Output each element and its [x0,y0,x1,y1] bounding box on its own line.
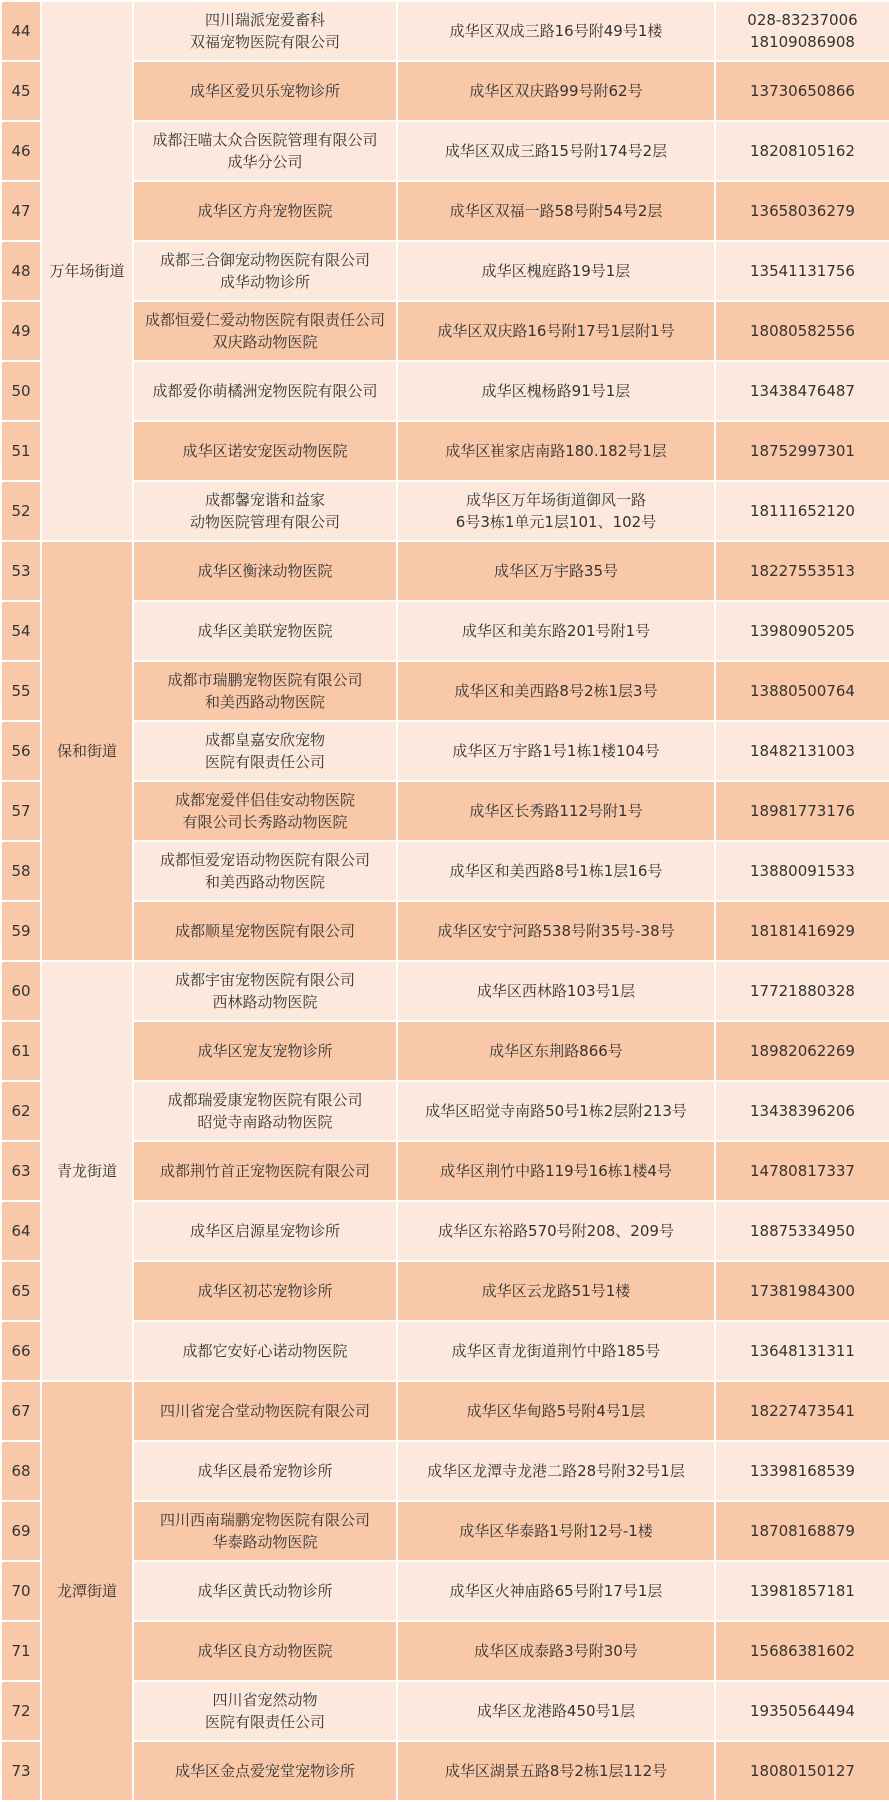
table-row [1,1621,889,1681]
clinic-phone [715,721,889,781]
clinic-name-line: 成华区初芯宠物诊所 [197,1282,333,1300]
row-number: 66 [1,1321,41,1381]
clinic-address-line: 成华区成泰路3号附30号 [474,1642,638,1660]
clinic-phone-line: 15686381602 [750,1642,855,1660]
clinic-address [397,61,715,121]
table-row [1,1681,889,1741]
clinic-address-line: 成华区万宇路35号 [493,562,619,580]
clinic-address-line: 成华区双庆路99号附62号 [469,82,643,100]
table-row [1,541,889,601]
clinic-name-line: 四川省宠然动物 [212,1691,318,1709]
clinic-phone [715,541,889,601]
clinic-name [133,1381,397,1441]
clinic-phone [715,781,889,841]
clinic-address [397,1561,715,1621]
row-number: 71 [1,1621,41,1681]
row-number: 51 [1,421,41,481]
clinic-address-line: 成华区荆竹中路119号16栋1楼4号 [440,1162,672,1180]
clinic-address-line: 成华区万年场街道御风一路 [465,491,646,509]
clinic-address [397,181,715,241]
clinic-phone [715,1,889,61]
clinic-phone [715,181,889,241]
table-row [1,1261,889,1321]
clinic-name [133,1681,397,1741]
clinic-address-line: 成华区崔家店南路180.182号1层 [445,442,667,460]
table-row [1,1,889,61]
clinic-phone [715,901,889,961]
clinic-name-line: 成华区良方动物医院 [197,1642,333,1660]
clinic-address [397,301,715,361]
clinic-address-line: 成华区西林路103号1层 [476,982,636,1000]
clinic-phone-line: 18982062269 [750,1042,855,1060]
clinic-address-line: 成华区东荆路866号 [489,1042,623,1060]
clinic-address [397,1,715,61]
clinic-address-line: 成华区龙港路450号1层 [476,1702,636,1720]
row-number: 54 [1,601,41,661]
clinic-address [397,1681,715,1741]
table-row [1,961,889,1021]
clinic-name [133,1741,397,1801]
clinic-phone-line: 13880091533 [750,862,855,880]
clinic-name-line: 四川西南瑞鹏宠物医院有限公司 [159,1511,370,1529]
clinic-name-line: 医院有限责任公司 [204,753,325,771]
row-number: 56 [1,721,41,781]
clinic-phone [715,421,889,481]
clinic-phone-line: 13980905205 [750,622,855,640]
clinic-name [133,301,397,361]
clinic-name-line: 成都宇宙宠物医院有限公司 [174,971,355,989]
clinic-address [397,1201,715,1261]
clinic-name-line: 成都顺星宠物医院有限公司 [174,922,355,940]
clinic-name-line: 华泰路动物医院 [212,1533,318,1551]
clinic-name [133,1021,397,1081]
clinic-address-line: 成华区和美东路201号附1号 [461,622,651,640]
clinic-phone [715,61,889,121]
clinic-phone [715,1081,889,1141]
clinic-phone-line: 18227553513 [750,562,855,580]
table-row [1,481,889,541]
clinic-name-line: 成华区衡涞动物医院 [197,562,333,580]
clinic-phone [715,841,889,901]
clinic-phone-line: 14780817337 [750,1162,855,1180]
row-number: 53 [1,541,41,601]
clinic-phone-line: 19350564494 [750,1702,855,1720]
row-number: 64 [1,1201,41,1261]
clinic-address [397,1021,715,1081]
clinic-name-line: 成华区宠友宠物诊所 [197,1042,333,1060]
clinic-name [133,1621,397,1681]
clinic-phone-line: 18981773176 [750,802,855,820]
clinic-name [133,721,397,781]
clinic-name-line: 成华区爱贝乐宠物诊所 [189,82,340,100]
clinic-name [133,841,397,901]
clinic-name-line: 成都瑞爱康宠物医院有限公司 [167,1091,363,1109]
clinic-name-line: 成华区黄氏动物诊所 [197,1582,333,1600]
clinic-phone [715,361,889,421]
clinic-address-line: 成华区万宇路1号1栋1楼104号 [452,742,660,760]
row-number: 62 [1,1081,41,1141]
clinic-name-line: 成华区美联宠物医院 [197,622,333,640]
table-row [1,1441,889,1501]
clinic-name [133,481,397,541]
table-row [1,1501,889,1561]
clinic-name-line: 成都三合御宠动物医院有限公司 [159,251,370,269]
street-name: 保和街道 [41,541,133,961]
clinic-phone-line: 18708168879 [750,1522,855,1540]
clinic-address [397,901,715,961]
row-number: 45 [1,61,41,121]
clinic-phone-line: 18080150127 [750,1762,855,1780]
clinic-name-line: 西林路动物医院 [212,993,318,1011]
clinic-name [133,781,397,841]
clinic-name-line: 成华区金点爱宠堂宠物诊所 [174,1762,355,1780]
clinic-name [133,181,397,241]
clinic-name [133,1501,397,1561]
table-row [1,361,889,421]
clinic-phone [715,1381,889,1441]
clinic-name-line: 昭觉寺南路动物医院 [197,1113,333,1131]
clinic-address-line: 成华区湖景五路8号2栋1层112号 [444,1762,668,1780]
clinic-name [133,1081,397,1141]
table-row [1,781,889,841]
clinic-name-line: 和美西路动物医院 [204,693,325,711]
clinic-address-line: 成华区东裕路570号附208、209号 [438,1222,674,1240]
clinic-name [133,541,397,601]
clinic-phone-line: 13648131311 [750,1342,855,1360]
row-number: 63 [1,1141,41,1201]
clinic-address [397,661,715,721]
clinic-phone [715,1561,889,1621]
clinic-phone-line: 17721880328 [750,982,855,1000]
clinic-phone-line: 13658036279 [750,202,855,220]
row-number: 52 [1,481,41,541]
table-row [1,661,889,721]
street-name: 龙潭街道 [41,1381,133,1801]
clinic-phone-line: 13880500764 [750,682,855,700]
table-row [1,1081,889,1141]
clinic-name [133,1561,397,1621]
clinic-name-line: 成都馨宠谐和益家 [204,491,325,509]
clinic-address-line: 成华区华甸路5号附4号1层 [466,1402,646,1420]
clinic-phone-line: 13730650866 [750,82,855,100]
row-number: 59 [1,901,41,961]
clinic-address-line: 成华区双成三路15号附174号2层 [444,142,668,160]
clinic-phone-line: 18080582556 [750,322,855,340]
clinic-phone [715,1621,889,1681]
clinic-phone [715,1141,889,1201]
clinic-phone [715,1501,889,1561]
clinic-name-line: 四川瑞派宠爱畜科 [204,11,325,29]
clinic-address [397,1621,715,1681]
table-row [1,601,889,661]
table-row [1,421,889,481]
clinic-name [133,901,397,961]
table-row [1,181,889,241]
clinic-phone [715,121,889,181]
clinic-name-line: 成华区启源星宠物诊所 [189,1222,340,1240]
clinic-address [397,961,715,1021]
clinic-name-line: 动物医院管理有限公司 [189,513,340,531]
clinic-name-line: 成都荆竹首正宠物医院有限公司 [159,1162,370,1180]
clinic-name [133,121,397,181]
clinic-phone-line: 18752997301 [750,442,855,460]
clinic-address-line: 成华区和美西路8号2栋1层3号 [454,682,658,700]
clinic-address [397,781,715,841]
clinic-address-line: 成华区双福一路58号附54号2层 [449,202,663,220]
clinic-name [133,1261,397,1321]
clinic-name-line: 成华区方舟宠物医院 [197,202,333,220]
clinic-phone [715,601,889,661]
clinic-address [397,721,715,781]
clinic-name-line: 和美西路动物医院 [204,873,325,891]
clinic-phone-line: 18482131003 [750,742,855,760]
table-row [1,901,889,961]
row-number: 47 [1,181,41,241]
clinic-name-line: 成都恒爱宠语动物医院有限公司 [159,851,370,869]
clinic-address [397,1501,715,1561]
clinic-name [133,241,397,301]
table-row [1,121,889,181]
clinic-address-line: 6号3栋1单元1层101、102号 [455,513,657,531]
clinic-name [133,1201,397,1261]
clinic-address [397,1261,715,1321]
row-number: 55 [1,661,41,721]
table-row [1,301,889,361]
clinic-name [133,1141,397,1201]
clinic-phone [715,241,889,301]
clinic-name [133,1321,397,1381]
clinic-phone-line: 18111652120 [750,502,855,520]
clinic-phone-line: 028-83237006 [747,11,858,29]
clinic-phone [715,1741,889,1801]
table-row [1,1561,889,1621]
clinic-phone-line: 13981857181 [750,1582,855,1600]
clinic-name-line: 成都市瑞鹏宠物医院有限公司 [167,671,363,689]
clinic-phone-line: 13541131756 [750,262,855,280]
row-number: 57 [1,781,41,841]
clinic-address [397,841,715,901]
clinic-phone [715,1021,889,1081]
table-row [1,1201,889,1261]
clinic-address-line: 成华区安宁河路538号附35号-38号 [437,922,675,940]
clinic-name-line: 成都汪喵太众合医院管理有限公司 [152,131,378,149]
table-row [1,1321,889,1381]
clinic-phone-line: 13438476487 [750,382,855,400]
clinic-address-line: 成华区双成三路16号附49号1楼 [449,22,663,40]
clinic-phone [715,1681,889,1741]
clinic-address [397,241,715,301]
clinic-address [397,421,715,481]
table-row [1,841,889,901]
clinic-address-line: 成华区云龙路51号1楼 [481,1282,631,1300]
clinic-name [133,361,397,421]
table-row [1,1381,889,1441]
clinic-name [133,421,397,481]
clinic-address-line: 成华区槐庭路19号1层 [481,262,631,280]
clinic-name [133,1441,397,1501]
row-number: 73 [1,1741,41,1801]
clinic-address-line: 成华区青龙街道荆竹中路185号 [451,1342,661,1360]
row-number: 49 [1,301,41,361]
clinic-address [397,121,715,181]
clinic-address [397,601,715,661]
clinic-table-body [1,1,889,1801]
clinic-name-line: 成华分公司 [227,153,303,171]
clinic-address-line: 成华区槐杨路91号1层 [481,382,631,400]
clinic-address [397,1741,715,1801]
row-number: 60 [1,961,41,1021]
clinic-name-line: 成华动物诊所 [219,273,310,291]
clinic-address-line: 成华区和美西路8号1栋1层16号 [449,862,663,880]
clinic-phone [715,481,889,541]
clinic-name [133,1,397,61]
row-number: 61 [1,1021,41,1081]
row-number: 48 [1,241,41,301]
clinic-name-line: 双福宠物医院有限公司 [189,33,340,51]
row-number: 65 [1,1261,41,1321]
clinic-name [133,661,397,721]
row-number: 44 [1,1,41,61]
clinic-name-line: 成都恒爱仁爱动物医院有限责任公司 [144,311,385,329]
clinic-address-line: 成华区华泰路1号附12号-1楼 [459,1522,653,1540]
clinic-name-line: 成都皇嘉安欣宠物 [204,731,325,749]
clinic-phone [715,301,889,361]
clinic-phone [715,1201,889,1261]
clinic-address-line: 成华区长秀路112号附1号 [469,802,643,820]
row-number: 72 [1,1681,41,1741]
clinic-phone [715,1321,889,1381]
table-row [1,1141,889,1201]
clinic-name [133,601,397,661]
clinic-phone-line: 18208105162 [750,142,855,160]
row-number: 46 [1,121,41,181]
row-number: 70 [1,1561,41,1621]
clinic-address [397,1381,715,1441]
clinic-name-line: 成都它安好心诺动物医院 [182,1342,348,1360]
table-row [1,61,889,121]
street-name: 万年场街道 [41,1,133,541]
clinic-address-line: 成华区双庆路16号附17号1层附1号 [437,322,675,340]
clinic-name-line: 医院有限责任公司 [204,1713,325,1731]
clinic-address [397,1441,715,1501]
table-row [1,721,889,781]
clinic-name-line: 成都宠爱伴侣佳安动物医院 [174,791,355,809]
clinic-phone [715,1261,889,1321]
clinic-address [397,1081,715,1141]
clinic-address-line: 成华区火神庙路65号附17号1层 [449,1582,663,1600]
clinic-name-line: 有限公司长秀路动物医院 [182,813,348,831]
clinic-phone-line: 13438396206 [750,1102,855,1120]
clinic-phone [715,1441,889,1501]
clinic-phone-line: 17381984300 [750,1282,855,1300]
clinic-name [133,61,397,121]
clinic-phone [715,961,889,1021]
clinic-phone-line: 18227473541 [750,1402,855,1420]
row-number: 50 [1,361,41,421]
row-number: 58 [1,841,41,901]
clinic-phone-line: 18875334950 [750,1222,855,1240]
row-number: 68 [1,1441,41,1501]
clinic-name [133,961,397,1021]
clinic-name-line: 成都爱你萌橘洲宠物医院有限公司 [152,382,378,400]
table-row [1,1021,889,1081]
clinic-address [397,361,715,421]
clinic-name-line: 成华区晨希宠物诊所 [197,1462,333,1480]
clinic-address [397,541,715,601]
clinic-address [397,481,715,541]
clinic-phone-line: 18181416929 [750,922,855,940]
clinic-phone [715,661,889,721]
clinic-phone-line: 18109086908 [750,33,855,51]
clinic-address [397,1321,715,1381]
clinic-address-line: 成华区昭觉寺南路50号1栋2层附213号 [425,1102,687,1120]
row-number: 67 [1,1381,41,1441]
street-name: 青龙街道 [41,961,133,1381]
row-number: 69 [1,1501,41,1561]
clinic-name-line: 双庆路动物医院 [212,333,318,351]
clinic-name-line: 四川省宠合堂动物医院有限公司 [159,1402,370,1420]
clinic-name-line: 成华区诺安宠医动物医院 [182,442,348,460]
clinic-phone-line: 13398168539 [750,1462,855,1480]
table-row [1,241,889,301]
table-row [1,1741,889,1801]
clinic-address [397,1141,715,1201]
clinic-address-line: 成华区龙潭寺龙港二路28号附32号1层 [427,1462,685,1480]
